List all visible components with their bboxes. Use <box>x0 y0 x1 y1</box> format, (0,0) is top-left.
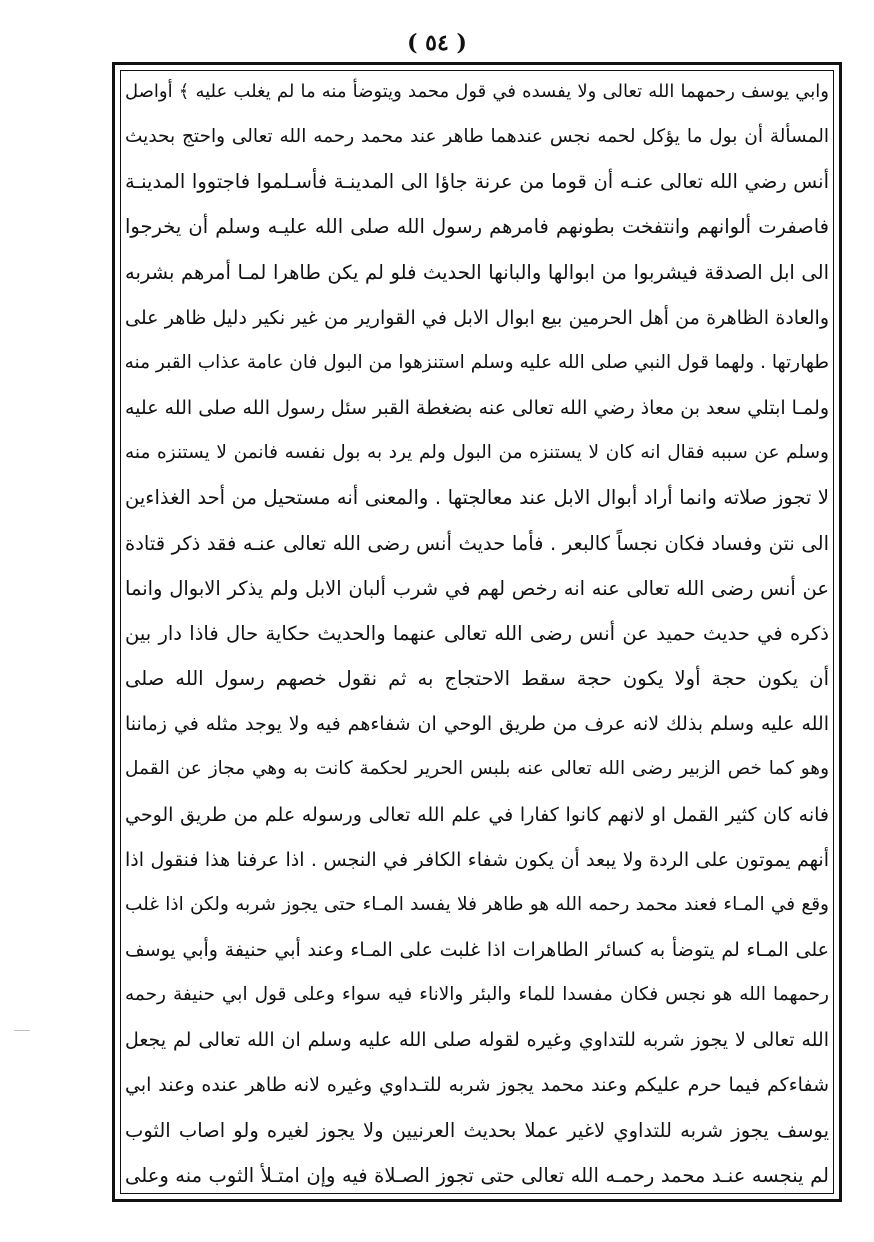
text-line: أنس رضي الله تعالى عنـه أن قوما من عرنة جاؤا الى المدينـة فأسـلموا فاجتووا المدينـة <box>125 170 829 194</box>
text-line: لا تجوز صلاته وانما أراد أبوال الابل عند معالجتها . والمعنى أنه مستحيل من أحد الغذاءين <box>125 486 829 510</box>
text-line: وابي يوسف رحمهما الله تعالى ولا يفسده في قول محمد ويتوضأ منه ما لم يغلب عليه ﴾ أواصل <box>125 81 829 102</box>
text-line: على المـاء لم يتوضأ به كسائر الطاهرات اذا غلبت على المـاء وعند أبي حنيفة وأبي يوسف <box>125 938 829 961</box>
text-line: ذكره في حديث حميد عن أنس رضى الله تعالى عنهما والحديث حكاية حال فاذا دار بين <box>125 621 829 645</box>
text-line: الى ابل الصدقة فيشربوا من ابوالها والبانها الحديث فلو لم يكن طاهرا لمـا أمرهم بشربه <box>125 260 829 284</box>
text-line: أنهم يموتون على الردة ولا يبعد أن يكون شفاء الكافر في النجس . اذا عرفنا هذا فنقول اذا <box>125 848 829 871</box>
text-line: الله عليه وسلم بذلك لانه عرف من طريق الوحي ان شفاءهم فيه ولا يوجد مثله في زماننا <box>125 713 829 736</box>
scan-margin-mark <box>14 1030 30 1031</box>
text-line: فانه كان كثير القمل او لانهم كانوا كفارا في علم الله تعالى ورسوله علم من طريق الوحي <box>125 803 829 826</box>
text-line: والعادة الظاهرة من أهل الحرمين بيع ابوال الابل في القوارير من غير نكير دليل ظاهر على <box>125 306 829 329</box>
text-line: الى نتن وفساد فكان نجساً كالبعر . فأما حديث أنس رضى الله تعالى عنـه فقد ذكر قتادة <box>125 531 829 555</box>
page-frame <box>112 62 842 1202</box>
page-text-body <box>125 77 829 1191</box>
text-line: أن يكون حجة أولا يكون حجة سقط الاحتجاج به ثم نقول خصهم رسول الله صلى <box>125 667 829 691</box>
text-line: رحمهما الله هو نجس فكان مفسدا للماء والبئر والاناء فيه سواء وعلى قول ابي حنيفة رحمه <box>125 984 829 1006</box>
text-line: لم ينجسه عنـد محمد رحمـه الله تعالى حتى تجوز الصـلاة فيه وإن امتـلأ الثوب منه وعلى <box>125 1163 829 1187</box>
text-line: عن أنس رضى الله تعالى عنه انه رخص لهم في شرب ألبان الابل ولم يذكر الابوال وانما <box>125 576 829 600</box>
page-number: ( ٥٤ ) <box>407 30 467 56</box>
text-line: وسلم عن سببه فقال انه كان لا يستنزه من البول ولم يرد به بول نفسه فانمن لا يستنزه منه <box>125 442 829 464</box>
text-line: المسألة أن بول ما يؤكل لحمه نجس عندهما طاهر عند محمد رحمه الله تعالى واحتج بحديث <box>125 126 829 148</box>
text-line: فاصفرت ألوانهم وانتفخت بطونهم فامرهم رسول الله صلى الله عليـه وسلم أن يخرجوا <box>125 215 829 239</box>
text-line: وهو كما خص الزبير رضى الله تعالى عنه بلبس الحرير لحكمة كانت به وهي مجاز عن القمل <box>125 758 829 780</box>
text-line: يوسف يجوز شربه للتداوي لاغير عملا بحديث العرنيين ولا يجوز لغيره ولو اصاب الثوب <box>125 1118 829 1142</box>
text-line: وقع في المـاء فعند محمد رحمه الله هو طاهر فلا يفسد المـاء حتى يجوز شربه ولكن اذا غلب <box>125 893 829 915</box>
text-line: طهارتها . ولهما قول النبي صلى الله عليه وسلم استنزهوا من البول فان عامة عذاب القبر منه <box>125 351 829 373</box>
text-line: شفاءكم فيما حرم عليكم وعند محمد يجوز شربه للتـداوي وغيره لانه طاهر عنده وعند ابي <box>125 1074 829 1097</box>
text-line: الله تعالى لا يجوز شربه للتداوي وغيره لقوله صلى الله عليه وسلم ان الله تعالى لم يجعل <box>125 1029 829 1052</box>
text-line: ولمـا ابتلي سعد بن معاذ رضي الله تعالى عنه بضغطة القبر سئل رسول الله صلى الله عليه <box>125 397 829 420</box>
